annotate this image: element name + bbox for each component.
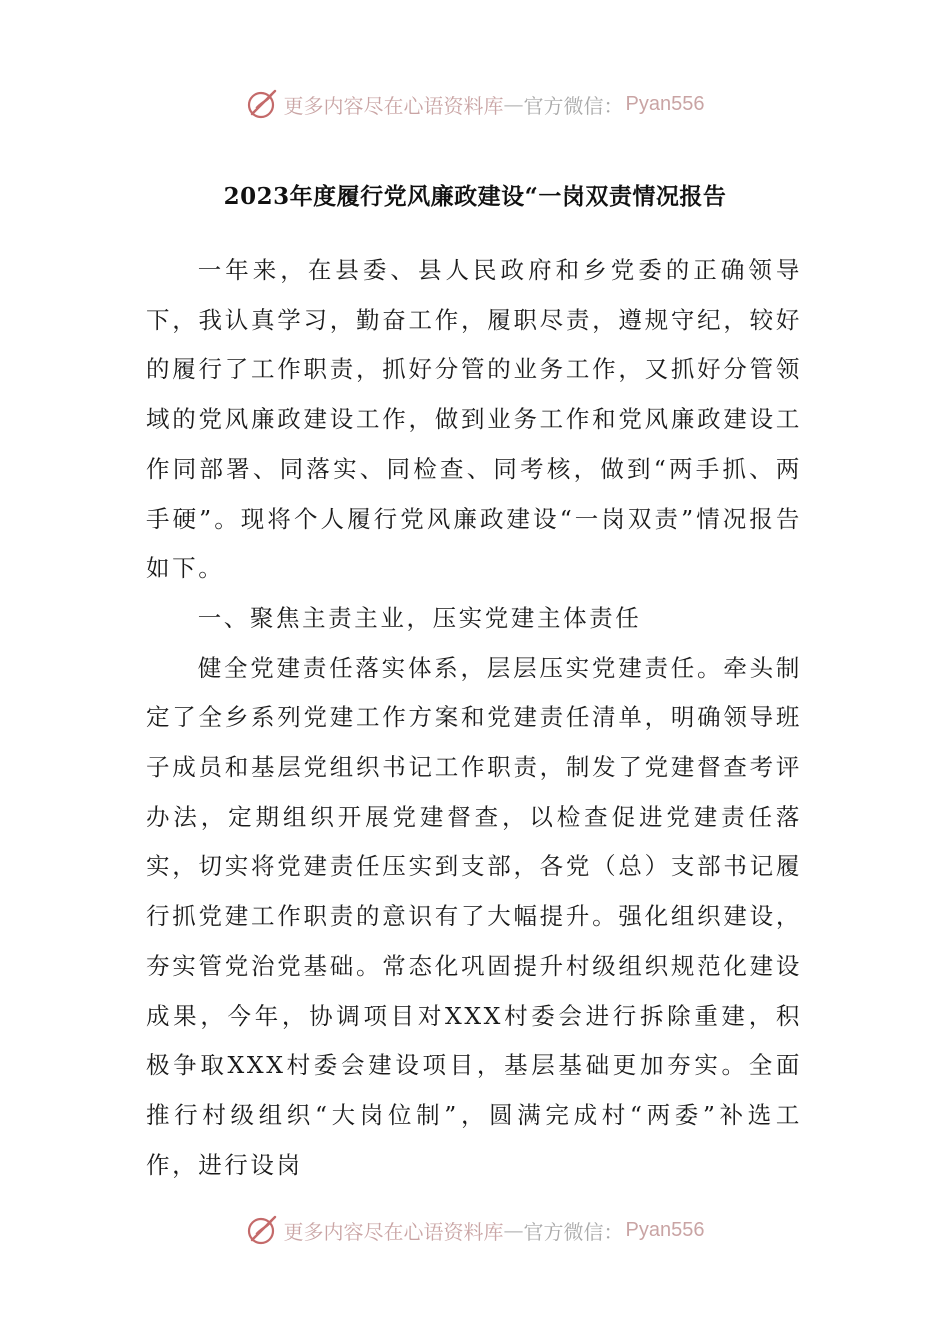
watermark-contact-label: 官方微信： [523, 1219, 624, 1244]
document-title: 2023年度履行党风廉政建设“一岗双责情况报告 [223, 183, 727, 210]
section-heading: 一、聚焦主责主业，压实党建主体责任 [197, 603, 642, 632]
quill-pen-logo-icon [246, 1213, 280, 1247]
watermark-separator: — [503, 92, 524, 116]
watermark-contact-label: 官方微信： [523, 93, 624, 118]
quill-pen-logo-icon [246, 87, 280, 121]
document-body [146, 246, 802, 1190]
watermark-footer [0, 1210, 950, 1250]
watermark-tagline: 更多内容尽在心语资料库 [283, 93, 504, 118]
paragraph-body: 健全党建责任落实体系，层层压实党建责任。牵头制定了全乡系列党建工作方案和党建责任清单，明确领导班子成员和基层党组织书记工作职责，制发了党建督查考评办法，定期组织开展党建督查，以检查促进党建责任落实，切实将党建责任压实到支部，各党（总）支部书记履行抓党建工作职责的意识有了大幅提升。强化组织建设，夯实管党治党基础。常态化巩固提升村级组织规范化建设成果，今年，协调项目对XXX村委会进行拆除重建，积极争取XXX村委会建设项目，基层基础更加夯实。全面推行村级组织“大岗位制”，圆满完成村“两委”补选工作，进行设岗 [146, 653, 802, 1179]
paragraph-intro: 一年来，在县委、县人民政府和乡党委的正确领导下，我认真学习，勤奋工作，履职尽责，遵规守纪，较好的履行了工作职责，抓好分管的业务工作，又抓好分管领域的党风廉政建设工作，做到业务工作和党风廉政建设工作同部署、同落实、同检查、同考核，做到“两手抓、两手硬”。现将个人履行党风廉政建设“一岗双责”情况报告如下。 [146, 256, 802, 583]
watermark-contact-id: Pyan556 [625, 92, 705, 115]
watermark-contact-id: Pyan556 [625, 1218, 705, 1241]
watermark-separator: — [503, 1218, 524, 1242]
watermark-tagline: 更多内容尽在心语资料库 [283, 1219, 504, 1244]
watermark-header [0, 84, 950, 124]
